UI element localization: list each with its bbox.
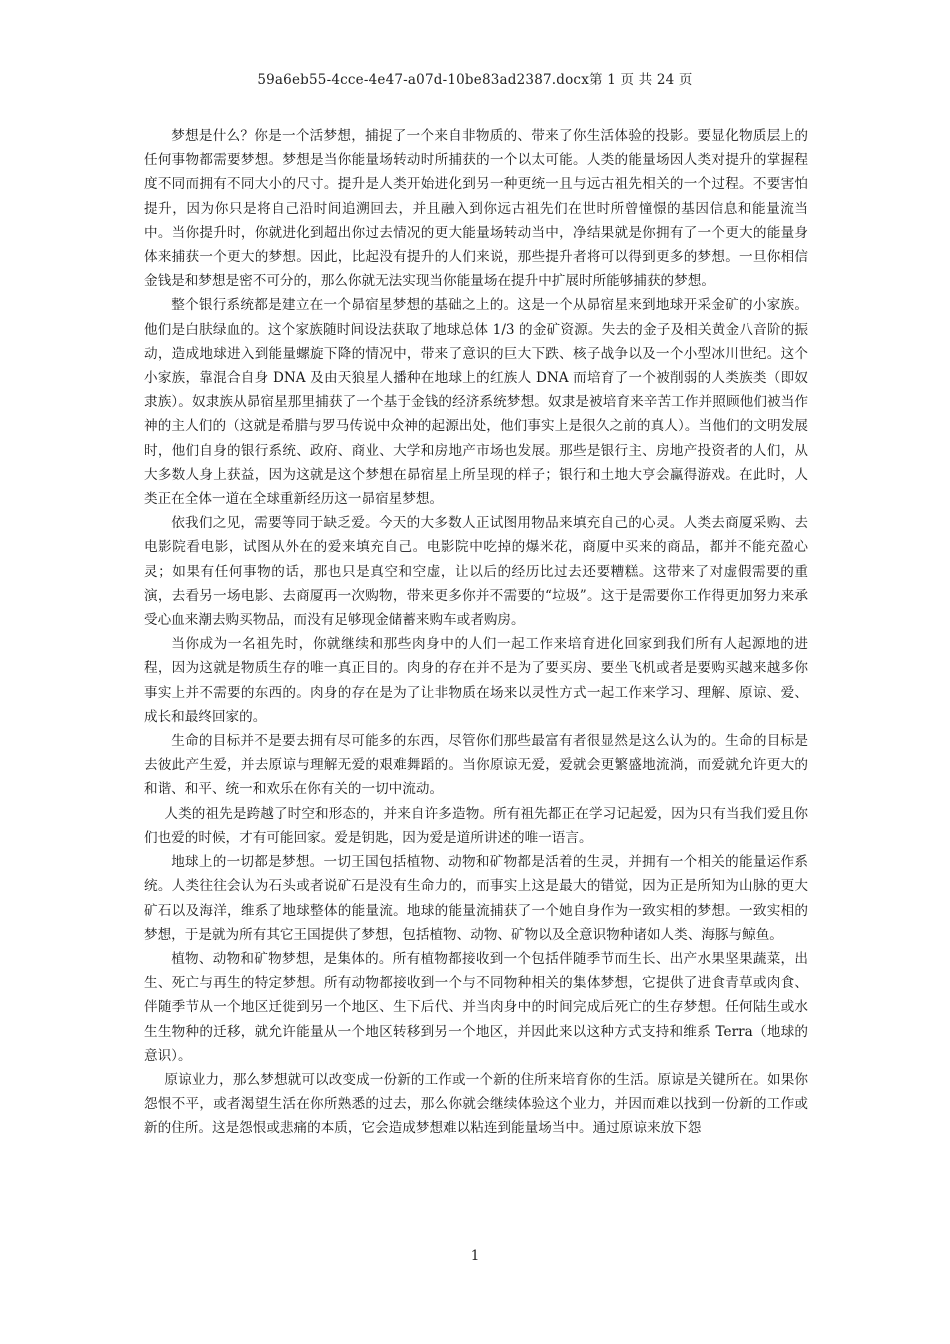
paragraph: 依我们之见，需要等同于缺乏爱。今天的大多数人正试图用物品来填充自己的心灵。人类去商厦采购、去电影院看电影，试图从外在的爱来填充自己。电影院中吃掉的爆米花，商厦中买来的商品，都并不能充盈心灵；如果有任何事物的话，那也只是真空和空虚，让以后的经历比过去还要糟糕。这带来了对虚假需要的重演，去看另一场电影、去商厦再一次购物，带来更多你并不需要的“垃圾”。这于是需要你工作得更加努力来承受心血来潮去购买物品，而没有足够现金储蓄来购车或者购房。 xyxy=(144,515,808,629)
paragraph: 梦想是什么？你是一个活梦想，捕捉了一个来自非物质的、带来了你生活体验的投影。要显化物质层上的任何事物都需要梦想。梦想是当你能量场转动时所捕获的一个以太可能。人类的能量场因人类对提升的掌握程度不同而拥有不同大小的尺寸。提升是人类开始进化到另一种更统一且与远古祖先相关的一个过程。不要害怕提升，因为你只是将自己沿时间追溯回去，并且融入到你远古祖先们在世时所曾憧憬的基因信息和能量流当中。当你提升时，你就进化到超出你过去情况的更大能量场转动当中，净结果就是你拥有了一个更大的能量身体来捕获一个更大的梦想。因此，比起没有提升的人们来说，那些提升者将可以得到更多的梦想。一旦你相信金钱是和梦想是密不可分的，那么你就无法实现当你能量场在提升中扩展时所能够捕获的梦想。 xyxy=(144,128,808,290)
paragraph: 人类的祖先是跨越了时空和形态的，并来自许多造物。所有祖先都正在学习记起爱，因为只有当我们爱且你们也爱的时候，才有可能回家。爱是钥匙，因为爱是道所讲述的唯一语言。 xyxy=(144,805,808,846)
paragraph: 整个银行系统都是建立在一个昴宿星梦想的基础之上的。这是一个从昴宿星来到地球开采金矿的小家族。他们是白肤绿血的。这个家族随时间设法获取了地球总体 1/3 的金矿资源。失去的金子及相关黄金八音阶的振动，造成地球进入到能量螺旋下降的情况中，带来了意识的巨大下跌、核子战争以及一个小型冰川世纪。这个小家族，靠混合自身 DNA 及由天狼星人播种在地球上的红族人 DNA 而培育了一个被削弱的人类族类（即奴隶族）。奴隶族从昴宿星那里捕获了一个基于金钱的经济系统梦想。奴隶是被培育来辛苦工作并照顾他们被当作神的主人们的（这就是希腊与罗马传说中众神的起源出处，他们事实上是很久之前的真人）。当他们的文明发展时，他们自身的银行系统、政府、商业、大学和房地产市场也发展。那些是银行主、房地产投资者的人们，从大多数人身上获益，因为这就是这个梦想在昴宿星上所呈现的样子；银行和土地大亨会赢得游戏。在此时，人类正在全体一道在全球重新经历这一昴宿星梦想。 xyxy=(144,297,808,508)
paragraph: 原谅业力，那么梦想就可以改变成一份新的工作或一个新的住所来培育你的生活。原谅是关键所在。如果你怨恨不平，或者渴望生活在你所熟悉的过去，那么你就会继续体验这个业力，并因而难以找到一份新的工作或新的住所。这是怨恨或悲痛的本质，它会造成梦想难以粘连到能量场当中。通过原谅来放下怨 xyxy=(144,1071,808,1137)
document-body xyxy=(144,124,808,1141)
paragraph: 当你成为一名祖先时，你就继续和那些肉身中的人们一起工作来培育进化回家到我们所有人起源地的进程，因为这就是物质生存的唯一真正目的。肉身的存在并不是为了要买房、要坐飞机或者是要购买越来越多你事实上并不需要的东西的。肉身的存在是为了让非物质在场来以灵性方式一起工作来学习、理解、原谅、爱、成长和最终回家的。 xyxy=(144,636,808,725)
paragraph: 植物、动物和矿物梦想，是集体的。所有植物都接收到一个包括伴随季节而生长、出产水果坚果蔬菜，出生、死亡与再生的特定梦想。所有动物都接收到一个与不同物种相关的集体梦想，它提供了进食青草或肉食、伴随季节从一个地区迁徙到另一个地区、生下后代、并当肉身中的时间完成后死亡的生存梦想。任何陆生或水生生物种的迁移，就允许能量从一个地区转移到另一个地区，并因此来以这种方式支持和维系 Terra（地球的意识）。 xyxy=(144,950,808,1064)
paragraph: 生命的目标并不是要去拥有尽可能多的东西，尽管你们那些最富有者很显然是这么认为的。生命的目标是去彼此产生爱，并去原谅与理解无爱的艰难舞蹈的。当你原谅无爱，爱就会更繁盛地流淌，而爱就允许更大的和谐、和平、统一和欢乐在你有关的一切中流动。 xyxy=(144,733,808,798)
page-number: 1 xyxy=(470,1248,480,1264)
paragraph: 地球上的一切都是梦想。一切王国包括植物、动物和矿物都是活着的生灵，并拥有一个相关的能量运作系统。人类往往会认为石头或者说矿石是没有生命力的，而事实上这是最大的错觉，因为正是所知为山脉的更大矿石以及海洋，维系了地球整体的能量流。地球的能量流捕获了一个她自身作为一致实相的梦想。一致实相的梦想，于是就为所有其它王国提供了梦想，包括植物、动物、矿物以及全意识物种诸如人类、海豚与鲸鱼。 xyxy=(144,854,808,943)
page-header: 59a6eb55-4cce-4e47-a07d-10be83ad2387.docx第 1 页 共 24 页 xyxy=(257,72,693,88)
